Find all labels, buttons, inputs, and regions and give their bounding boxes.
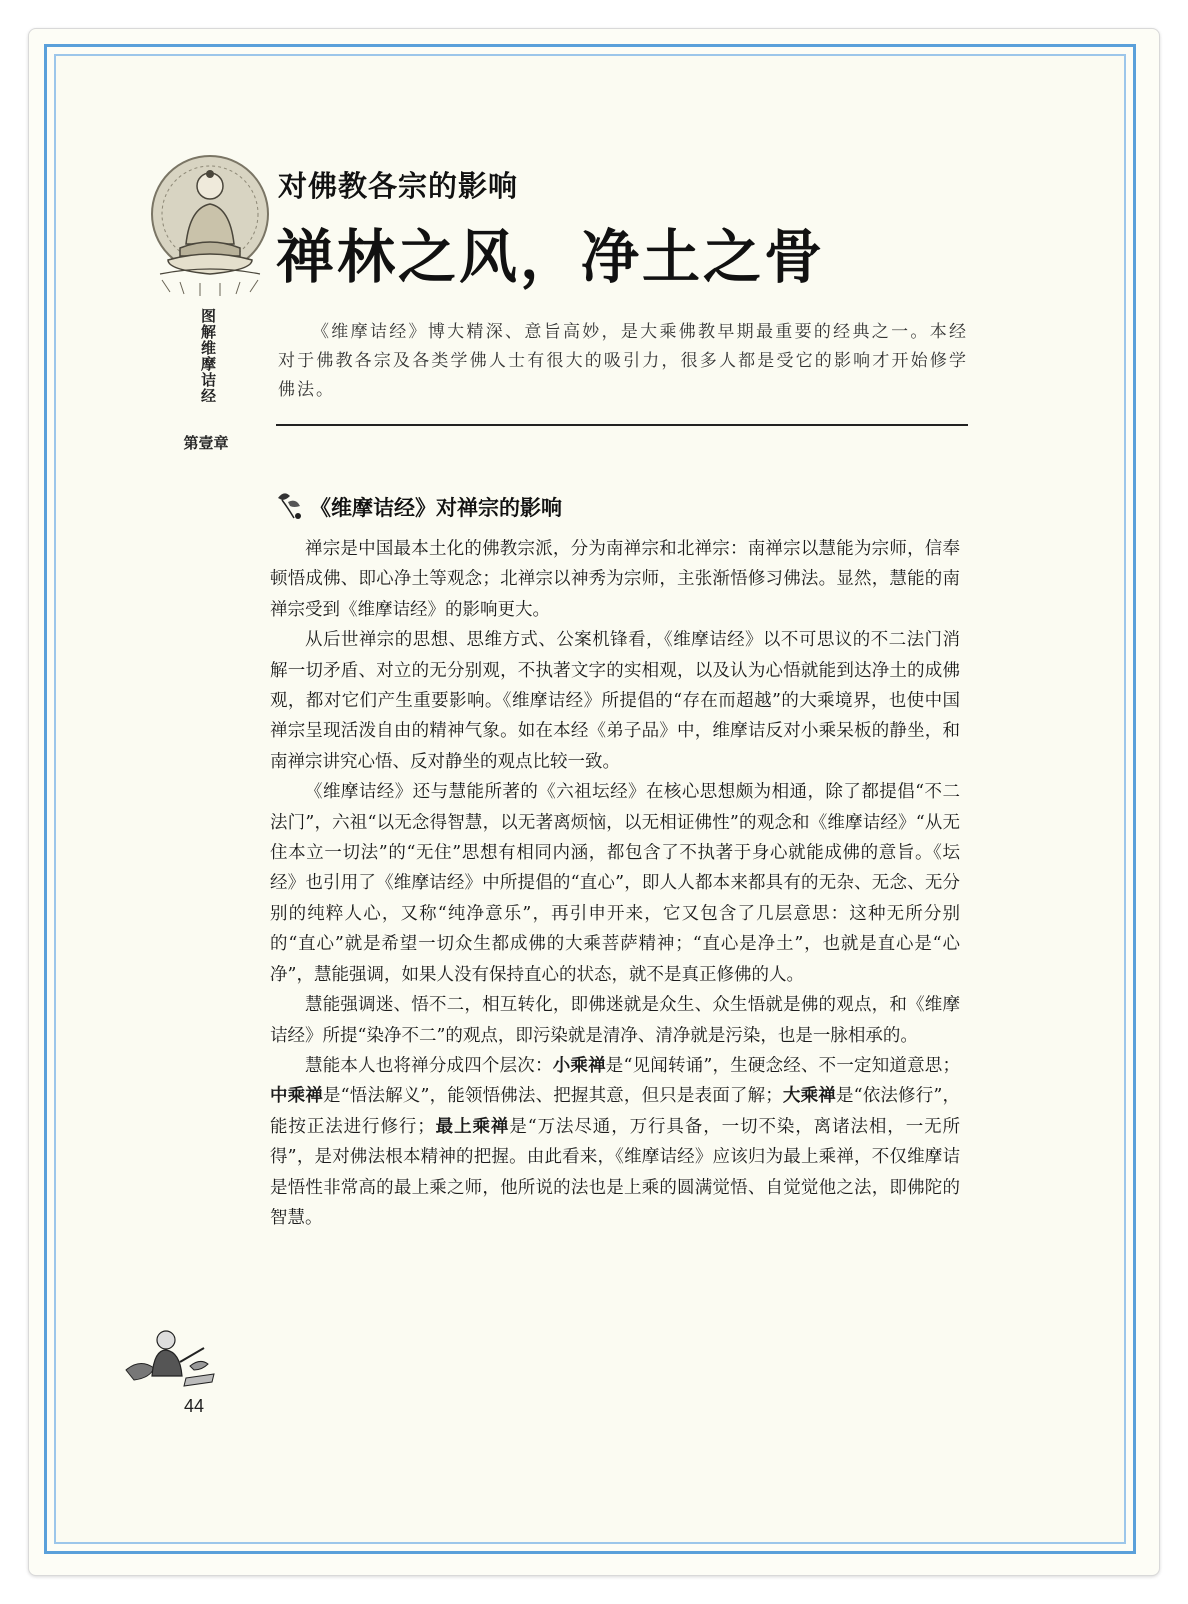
keyword-great-vehicle: 大乘禅: [782, 1086, 836, 1107]
text-run: 慧能本人也将禅分成四个层次：: [305, 1055, 553, 1076]
divider-line: [276, 424, 968, 426]
ink-flower-icon: [274, 488, 308, 522]
text-run: 是“依法修行”，能按正法进行修行；: [270, 1086, 961, 1137]
paragraph-1: 禅宗是中国最本土化的佛教宗派，分为南禅宗和北禅宗：南禅宗以慧能为宗师，信奉顿悟成佛、即心净土等观念；北禅宗以神秀为宗师，主张渐悟修习佛法。显然，慧能的南禅宗受到《维摩诘经》的影响更大。: [270, 539, 960, 620]
keyword-middle-vehicle: 中乘禅: [270, 1086, 324, 1107]
page-number: 44: [184, 1396, 205, 1416]
intro-paragraph: 《维摩诘经》博大精深、意旨高妙，是大乘佛教早期最重要的经典之一。本经对于佛教各宗及各类学佛人士有很大的吸引力，很多人都是受它的影响才开始修学佛法。: [278, 322, 968, 400]
buddha-emblem-icon: [140, 152, 280, 302]
paragraph-3: 《维摩诘经》还与慧能所著的《六祖坛经》在核心思想颇为相通，除了都提倡“不二法门”，六祖“以无念得智慧，以无著离烦恼，以无相证佛性”的观念和《维摩诘经》“从无住本立一切法”的“无住”思想有相同内涵，都包含了不执著于身心就能成佛的意旨。《坛经》也引用了《维摩诘经》中所提倡的“直心”，即人人都本来都具有的无杂、无念、无分别的纯粹人心，又称“纯净意乐”，再引申开来，它又包含了几层意思：这种无所分别的“直心”就是希望一切众生都成佛的大乘菩萨精神；“直心是净土”，也就是直心是“心净”，慧能强调，如果人没有保持直心的状态，就不是真正修佛的人。: [270, 782, 960, 985]
book-page: [56, 56, 1124, 1542]
page-title: 禅林之风，净土之骨: [276, 223, 826, 291]
keyword-small-vehicle: 小乘禅: [552, 1055, 606, 1076]
paragraph-5: [270, 1051, 960, 1233]
book-series-title: 图解维摩诘经: [199, 308, 217, 404]
text-run: 是“见闻转诵”，生硬念经、不一定知道意思；: [605, 1055, 960, 1076]
section-subtitle: 对佛教各宗的影响: [278, 169, 519, 203]
text-run: 是“悟法解义”，能领悟佛法、把握其意，但只是表面了解；: [323, 1086, 783, 1107]
keyword-supreme-vehicle: 最上乘禅: [434, 1116, 510, 1137]
paragraph-2: 从后世禅宗的思想、思维方式、公案机锋看，《维摩诘经》以不可思议的不二法门消解一切矛盾、对立的无分别观，不执著文字的实相观，以及认为心悟就能到达净土的成佛观，都对它们产生重要影响。《维摩诘经》所提倡的“存在而超越”的大乘境界，也使中国禅宗呈现活泼自由的精神气象。如在本经《弟子品》中，维摩诘反对小乘呆板的静坐，和南禅宗讲究心悟、反对静坐的观点比较一致。: [270, 630, 960, 772]
article-body: [270, 534, 960, 1233]
chapter-label: 第壹章: [183, 434, 229, 452]
text-run: 是“万法尽通，万行具备，一切不染，离诸法相，一无所得”，是对佛法根本精神的把握。由此看来，《维摩诘经》应该归为最上乘禅，不仅维摩诘是悟性非常高的最上乘之师，他所说的法也是上乘的圆满觉悟、自觉觉他之法，即佛陀的智慧。: [270, 1116, 961, 1228]
monk-illustration-icon: [120, 1318, 220, 1390]
paragraph-4: 慧能强调迷、悟不二，相互转化，即佛迷就是众生、众生悟就是佛的观点，和《维摩诘经》所提“染净不二”的观点，即污染就是清净、清净就是污染，也是一脉相承的。: [270, 995, 960, 1046]
section-heading: 《维摩诘经》对禅宗的影响: [310, 496, 562, 520]
